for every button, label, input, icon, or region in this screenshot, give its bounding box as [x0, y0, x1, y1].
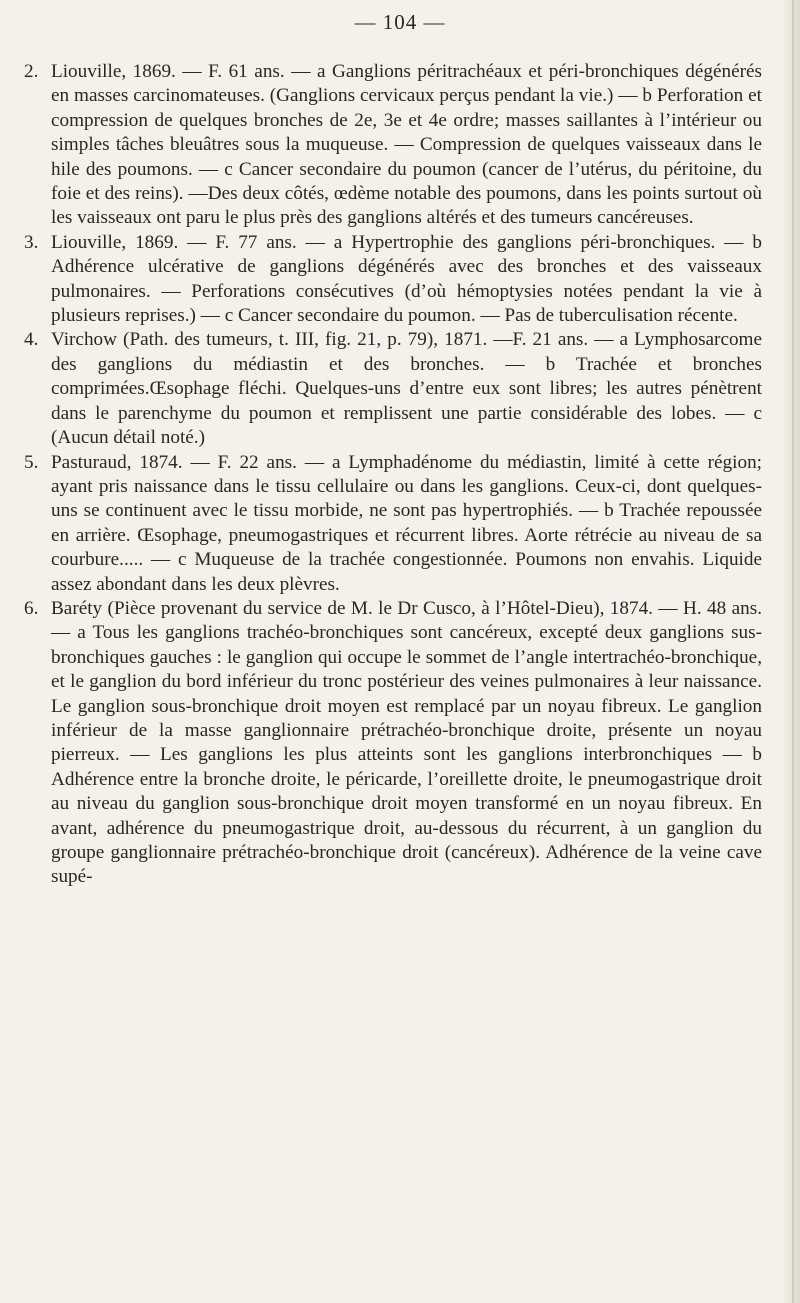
page-edge — [782, 0, 800, 1303]
entry-number: 4. — [24, 329, 39, 351]
entry-3 — [24, 231, 762, 329]
entry-number: 6. — [24, 597, 39, 619]
page-edge-shadow — [792, 0, 794, 1303]
entry-text: Liouville, 1869. — F. 77 ans. — a Hypertrophie des ganglions péri-bronchiques. — b Adhérence ulcérative de ganglions dégénérés avec des bronches et des vaisseaux pulmonaires. — Perforations consécutives (d’où hémoptysies notées pendant la vie à plusieurs reprises.) — c Cancer secondaire du poumon. — Pas de tuberculisation récente. — [51, 231, 762, 327]
page-number-header: — 104 — — [354, 10, 446, 34]
entry-number: 5. — [24, 451, 39, 473]
entry-text: Baréty (Pièce provenant du service de M. le Dr Cusco, à l’Hôtel-Dieu), 1874. — H. 48 ans. — a Tous les ganglions trachéo-bronchiques sont cancéreux, excepté deux ganglions sus-bronchiques gauches : le ganglion qui occupe le sommet de l’angle intertrachéo-bronchique, et le ganglion du bord inférieur du tronc postérieur des veines pulmonaires à leur naissance. Le ganglion sous-bronchique droit moyen est remplacé par un noyau fibreux. Le ganglion inférieur de la masse ganglionnaire prétrachéo-bronchique droite, présente un noyau pierreux. — Les ganglions les plus atteints sont les ganglions interbronchiques — b Adhérence entre la bronche droite, le péricarde, l’oreillette droite, le pneumogastrique droit au niveau du ganglion sous-bronchique droit moyen transformé en un noyau fibreux. En avant, adhérence du pneumogastrique droit, au-dessous du récurrent, à un ganglion du groupe ganglionnaire prétrachéo-bronchique droit (cancéreux). Adhérence de la veine cave supé- — [51, 597, 762, 888]
entry-text: Pasturaud, 1874. — F. 22 ans. — a Lymphadénome du médiastin, limité à cette région; ayant pris naissance dans le tissu cellulaire ou dans les ganglions. Ceux-ci, dont quelques-uns se continuent avec le tissu morbide, ne sont pas hypertrophiés. — b Trachée repoussée en arrière. Œsophage, pneumogastriques et récurrent libres. Aorte rétrécie au niveau de sa courbure..... — c Muqueuse de la trachée congestionnée. Poumons non envahis. Liquide assez abondant dans les deux plèvres. — [51, 451, 762, 595]
entry-6 — [24, 597, 762, 890]
entry-text: Liouville, 1869. — F. 61 ans. — a Ganglions péritrachéaux et péri-bronchiques dégénérés en masses carcinomateuses. (Ganglions cervicaux perçus pendant la vie.) — b Perforation et compression de quelques bronches de 2e, 3e et 4e ordre; masses saillantes à l’intérieur ou simples tâches bleuâtres sous la muqueuse. — Compression de quelques vaisseaux dans le hile des poumons. — c Cancer secondaire du poumon (cancer de l’utérus, du péritoine, du foie et des reins). —Des deux côtés, œdème notable des poumons, dans les points surtout où les vaisseaux ont paru le plus près des ganglions altérés et des tumeurs cancéreuses. — [51, 61, 762, 229]
entry-4 — [24, 328, 762, 450]
entry-text: Virchow (Path. des tumeurs, t. III, fig. 21, p. 79), 1871. —F. 21 ans. — a Lymphosarcome des ganglions du médiastin et des bronches. — b Trachée et bronches comprimées.Œsophage fléchi. Quelques-uns d’entre eux sont libres; les autres pénètrent dans le parenchyme du poumon et remplissent une partie considérable des lobes. — c (Aucun détail noté.) — [51, 329, 762, 449]
body-text — [24, 60, 762, 890]
entry-number: 2. — [24, 61, 39, 82]
entry-2 — [24, 60, 762, 231]
entry-5 — [24, 451, 762, 597]
entry-number: 3. — [24, 231, 39, 253]
